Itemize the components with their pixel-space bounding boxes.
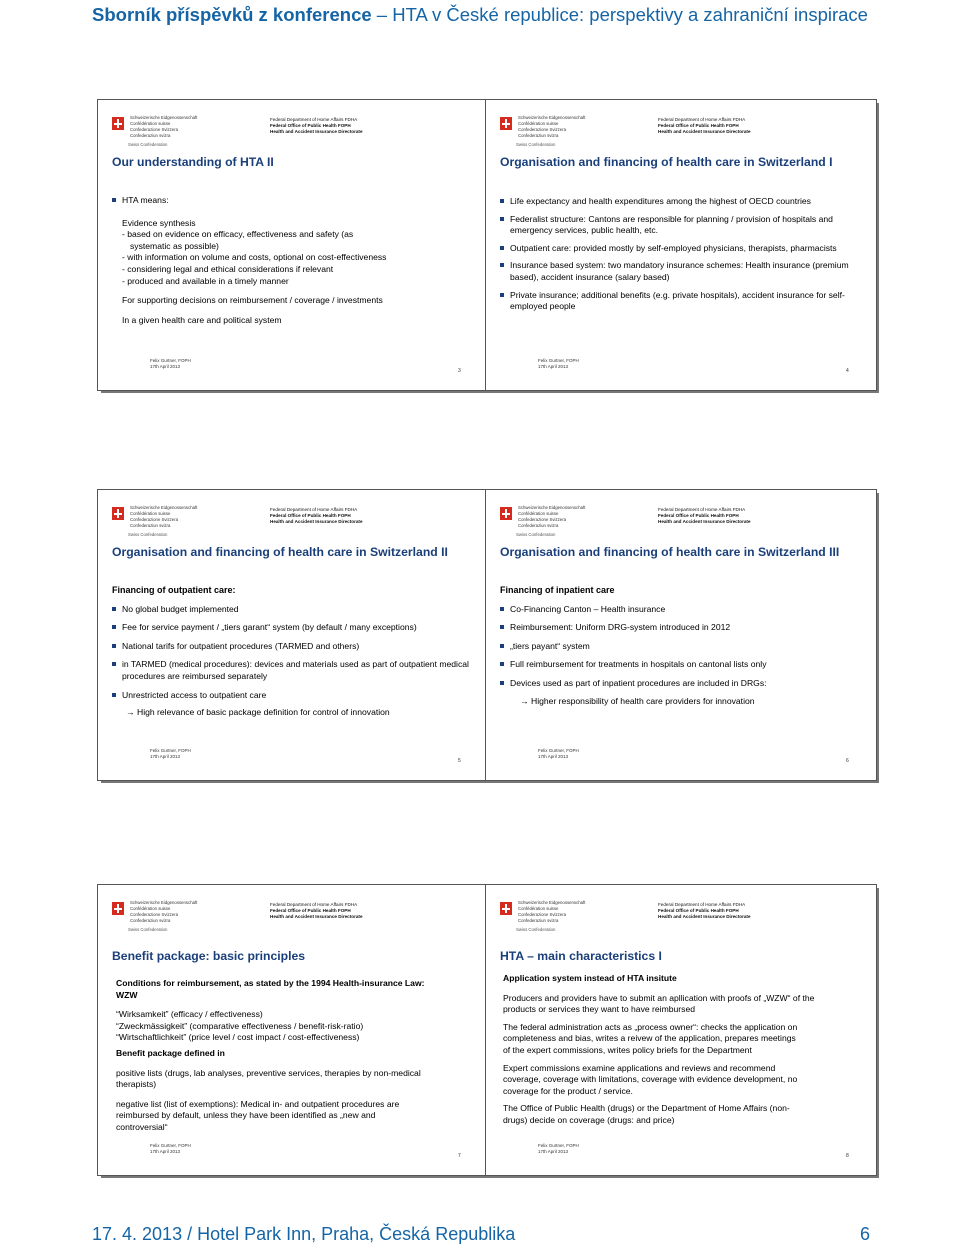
department-line: Federal Office of Public Health FOPH bbox=[270, 123, 351, 128]
bullet-icon bbox=[112, 625, 116, 629]
bullet-icon bbox=[500, 681, 504, 685]
slide-author: Felix Gurtner, FOPH bbox=[538, 748, 579, 753]
bullet-text: Federalist structure: Cantons are responsible for planning / provision of hospitals and emergency services, public health, etc. bbox=[510, 213, 833, 236]
slide-6 bbox=[486, 885, 876, 1175]
text-line: “Wirtschaftlichkeit” (price level / cost impact / cost-effectiveness) bbox=[116, 1032, 360, 1043]
confederation-logo bbox=[112, 900, 222, 934]
slide-title: HTA – main characteristics I bbox=[500, 949, 662, 963]
bullet-icon bbox=[500, 246, 504, 250]
swiss-confederation: Swiss Confederation bbox=[128, 142, 168, 147]
slide-number: 7 bbox=[458, 1153, 461, 1159]
swiss-flag-icon bbox=[112, 117, 124, 130]
slide-title: Our understanding of HTA II bbox=[112, 155, 274, 169]
department-line: Federal Department of Home Affairs FDHA bbox=[270, 902, 358, 907]
bullet-item bbox=[112, 659, 474, 682]
slide-3 bbox=[98, 490, 488, 780]
text-line: Application system instead of HTA insitute bbox=[503, 973, 677, 983]
bullet-text: Co-Financing Canton – Health insurance bbox=[510, 603, 666, 614]
slide-number: 4 bbox=[846, 368, 849, 374]
confederation-line: Confederaziun svizra bbox=[130, 918, 171, 923]
slide-body bbox=[112, 978, 474, 1134]
bullet-text: Life expectancy and health expenditures among the highest of OECD countries bbox=[510, 196, 811, 206]
department-line: Federal Office of Public Health FOPH bbox=[270, 513, 351, 518]
confederation-names bbox=[516, 900, 586, 932]
department-line: Health and Accident Insurance Directorate bbox=[270, 519, 363, 524]
bullet-icon bbox=[500, 263, 504, 267]
confederation-logo bbox=[112, 115, 222, 149]
slide-date: 17th April 2013 bbox=[538, 364, 569, 369]
department-line: Federal Department of Home Affairs FDHA bbox=[658, 902, 746, 907]
swiss-flag-icon bbox=[500, 507, 512, 520]
department-block bbox=[658, 902, 751, 920]
confederation-line: Confederaziun svizra bbox=[518, 523, 559, 528]
bullet-text: Insurance based system: two mandatory insurance schemes: Health insurance (premium based), accident insurance (salary based) bbox=[510, 260, 849, 282]
department-line: Health and Accident Insurance Directorate bbox=[658, 914, 751, 919]
text-line: Benefit package defined in bbox=[116, 1047, 225, 1058]
slide-author: Felix Gurtner, FOPH bbox=[538, 1143, 579, 1148]
slide-footer bbox=[150, 748, 191, 760]
text-line: - produced and available in a timely manner bbox=[122, 275, 289, 286]
bullet-text: Reimbursement: Uniform DRG-system introduced in 2012 bbox=[510, 622, 731, 633]
bullet-item bbox=[112, 604, 474, 616]
confederation-line: Confederaziun svizra bbox=[130, 523, 171, 528]
department-block bbox=[270, 902, 363, 920]
slide-author: Felix Gurtner, FOPH bbox=[538, 358, 579, 363]
bullet-text: Private insurance; additional benefits (e.g. private hospitals), accident insurance for self-employed people bbox=[510, 289, 845, 312]
slide-body bbox=[500, 196, 862, 313]
bullet-text: in TARMED (medical procedures): devices and materials used as part of outpatient medical procedures are reimbursed separately bbox=[122, 659, 469, 681]
department-line: Federal Department of Home Affairs FDHA bbox=[658, 507, 746, 512]
bullet-text: Full reimbursement for treatments in hospitals on cantonal lists only bbox=[510, 659, 767, 670]
slide-footer bbox=[150, 358, 191, 370]
slide-number: 8 bbox=[846, 1153, 849, 1159]
bullet-icon bbox=[500, 607, 504, 611]
slide-body bbox=[500, 585, 862, 707]
slide-4 bbox=[486, 490, 876, 780]
bullet-icon bbox=[112, 198, 116, 202]
confederation-logo bbox=[500, 505, 610, 539]
bullet-item bbox=[500, 641, 862, 653]
bullet-icon bbox=[112, 644, 116, 648]
text-line: - based on evidence on efficacy, effectiveness and safety (as bbox=[122, 229, 354, 240]
bullet-icon bbox=[500, 217, 504, 221]
bullet-item bbox=[500, 678, 862, 690]
swiss-confederation: Swiss Confederation bbox=[128, 532, 168, 537]
department-line: Federal Office of Public Health FOPH bbox=[658, 908, 739, 913]
swiss-confederation: Swiss Confederation bbox=[516, 532, 556, 537]
confederation-line: Schweizerische Eidgenossenschaft bbox=[518, 115, 586, 120]
slide-number: 6 bbox=[846, 758, 849, 764]
bullet-item bbox=[112, 690, 474, 702]
department-block bbox=[270, 507, 363, 525]
slide-title: Organisation and financing of health care in Switzerland II bbox=[112, 545, 448, 559]
swiss-confederation: Swiss Confederation bbox=[516, 142, 556, 147]
department-line: Federal Office of Public Health FOPH bbox=[658, 123, 739, 128]
text-line: Expert commissions examine applications and reviews and recommend coverage, coverage with limitations, coverage with evidence development, no coverage for the product / service. bbox=[503, 1062, 798, 1096]
arrow-icon: → bbox=[520, 695, 531, 706]
department-line: Health and Accident Insurance Directorate bbox=[270, 914, 363, 919]
text-line: For supporting decisions on reimbursement / coverage / investments bbox=[122, 295, 383, 306]
department-line: Federal Department of Home Affairs FDHA bbox=[270, 117, 358, 122]
bullet-icon bbox=[500, 199, 504, 203]
text-line: The federal administration acts as „process owner“: checks the application on completeness and bias, writes a reivew of the application, prepares meetings of the expert commissions, writes policy briefs for the Department bbox=[503, 1021, 798, 1055]
text-line: systematic as possible) bbox=[130, 240, 219, 251]
document-footer: 17. 4. 2013 / Hotel Park Inn, Praha, Česká Republika bbox=[92, 1224, 516, 1244]
slide-number: 5 bbox=[458, 758, 461, 764]
confederation-line: Confederazione Svizzera bbox=[130, 517, 179, 522]
confederation-line: Confédération suisse bbox=[518, 906, 559, 911]
bullet-icon bbox=[112, 662, 116, 666]
header-dash: – bbox=[376, 4, 393, 25]
department-block bbox=[658, 507, 751, 525]
confederation-logo bbox=[112, 505, 222, 539]
slide-body bbox=[500, 973, 862, 1127]
bullet-item bbox=[500, 622, 862, 634]
swiss-flag-icon bbox=[112, 507, 124, 520]
confederation-line: Confederazione Svizzera bbox=[518, 912, 567, 917]
confederation-names bbox=[516, 115, 586, 147]
text-line: “Zweckmässigkeit” (comparative effectiveness / benefit-risk-ratio) bbox=[116, 1020, 364, 1031]
confederation-line: Confederaziun svizra bbox=[518, 918, 559, 923]
department-line: Health and Accident Insurance Directorate bbox=[270, 129, 363, 134]
confederation-line: Schweizerische Eidgenossenschaft bbox=[130, 900, 198, 905]
text-line: In a given health care and political system bbox=[122, 314, 282, 325]
bullet-item bbox=[112, 641, 474, 653]
confederation-line: Confederazione Svizzera bbox=[130, 912, 179, 917]
department-line: Health and Accident Insurance Directorate bbox=[658, 129, 751, 134]
slide-author: Felix Gurtner, FOPH bbox=[150, 748, 191, 753]
bullet-text: Outpatient care: provided mostly by self-employed physicians, therapists, pharmacists bbox=[510, 242, 837, 253]
arrow-text: High relevance of basic package definition for control of innovation bbox=[136, 707, 390, 718]
bullet-icon bbox=[500, 293, 504, 297]
slide-footer bbox=[538, 358, 579, 370]
bullet-text: HTA means: bbox=[122, 195, 169, 205]
swiss-confederation: Swiss Confederation bbox=[128, 927, 168, 932]
swiss-confederation: Swiss Confederation bbox=[516, 927, 556, 932]
bullet-text: Devices used as part of inpatient procedures are included in DRGs: bbox=[510, 677, 767, 688]
text-line: - considering legal and ethical considerations if relevant bbox=[122, 263, 334, 274]
slide-date: 17th April 2013 bbox=[150, 1149, 181, 1154]
bullet-text: No global budget implemented bbox=[122, 603, 239, 614]
department-block bbox=[270, 117, 363, 135]
confederation-line: Confederazione Svizzera bbox=[518, 517, 567, 522]
department-line: Federal Office of Public Health FOPH bbox=[658, 513, 739, 518]
slide-footer bbox=[538, 748, 579, 760]
bullet-item bbox=[500, 290, 862, 313]
slide-footer bbox=[538, 1143, 579, 1155]
header-suffix: HTA v České republice: perspektivy a zahraniční inspirace bbox=[392, 4, 868, 25]
arrow-icon: → bbox=[126, 707, 137, 718]
arrow-item bbox=[126, 707, 474, 719]
text-line: Evidence synthesis bbox=[122, 217, 196, 228]
confederation-logo bbox=[500, 900, 610, 934]
arrow-text: Higher responsibility of health care providers for innovation bbox=[530, 695, 755, 706]
bullet-item bbox=[500, 243, 862, 255]
slide-subheading: Financing of outpatient care: bbox=[112, 585, 236, 595]
confederation-names bbox=[128, 115, 198, 147]
bullet-item bbox=[500, 659, 862, 671]
department-line: Federal Department of Home Affairs FDHA bbox=[270, 507, 358, 512]
header-prefix: Sborník příspěvků z konference bbox=[92, 4, 372, 25]
confederation-line: Confederaziun svizra bbox=[518, 133, 559, 138]
bullet-item bbox=[112, 195, 474, 207]
bullet-icon bbox=[500, 625, 504, 629]
arrow-item bbox=[520, 696, 862, 708]
text-line: Conditions for reimbursement, as stated by the 1994 Health-insurance Law: WZW bbox=[116, 978, 425, 1000]
confederation-line: Confédération suisse bbox=[130, 121, 171, 126]
swiss-flag-icon bbox=[500, 117, 512, 130]
bullet-item bbox=[500, 214, 862, 237]
slide-body bbox=[112, 195, 474, 326]
bullet-text: National tarifs for outpatient procedures (TARMED and others) bbox=[122, 640, 360, 651]
department-line: Federal Department of Home Affairs FDHA bbox=[658, 117, 746, 122]
text-line: negative list (list of exemptions): Medical in- and outpatient procedures are reimbursed by default, unless they have been identified as „new and controversial“ bbox=[116, 1098, 400, 1132]
confederation-line: Confédération suisse bbox=[130, 511, 171, 516]
confederation-logo bbox=[500, 115, 610, 149]
slide-date: 17th April 2013 bbox=[150, 364, 181, 369]
confederation-line: Schweizerische Eidgenossenschaft bbox=[130, 505, 198, 510]
department-block bbox=[658, 117, 751, 135]
confederation-line: Confédération suisse bbox=[130, 906, 171, 911]
confederation-line: Schweizerische Eidgenossenschaft bbox=[130, 115, 198, 120]
department-line: Federal Office of Public Health FOPH bbox=[270, 908, 351, 913]
swiss-flag-icon bbox=[500, 902, 512, 915]
slide-date: 17th April 2013 bbox=[150, 754, 181, 759]
bullet-icon bbox=[112, 693, 116, 697]
slide-footer bbox=[150, 1143, 191, 1155]
slide-title: Organisation and financing of health care in Switzerland I bbox=[500, 155, 833, 169]
text-line: “Wirksamkeit” (efficacy / effectiveness) bbox=[116, 1009, 263, 1020]
slide-author: Felix Gurtner, FOPH bbox=[150, 358, 191, 363]
slide-2 bbox=[486, 100, 876, 390]
confederation-line: Schweizerische Eidgenossenschaft bbox=[518, 900, 586, 905]
bullet-item bbox=[500, 196, 862, 208]
slide-number: 3 bbox=[458, 368, 461, 374]
bullet-icon bbox=[500, 644, 504, 648]
slide-title: Organisation and financing of health care in Switzerland III bbox=[500, 545, 840, 559]
slide-subheading: Financing of inpatient care bbox=[500, 585, 615, 595]
confederation-line: Schweizerische Eidgenossenschaft bbox=[518, 505, 586, 510]
slide-date: 17th April 2013 bbox=[538, 1149, 569, 1154]
confederation-line: Confédération suisse bbox=[518, 121, 559, 126]
confederation-line: Confederazione Svizzera bbox=[518, 127, 567, 132]
bullet-icon bbox=[500, 662, 504, 666]
bullet-icon bbox=[112, 607, 116, 611]
confederation-names bbox=[128, 900, 198, 932]
text-line: positive lists (drugs, lab analyses, preventive services, therapies by non-medical therapists) bbox=[116, 1067, 421, 1090]
confederation-names bbox=[516, 505, 586, 537]
slide-title: Benefit package: basic principles bbox=[112, 949, 306, 963]
bullet-item bbox=[500, 260, 862, 283]
bullet-text: Unrestricted access to outpatient care bbox=[122, 689, 267, 700]
confederation-names bbox=[128, 505, 198, 537]
confederation-line: Confédération suisse bbox=[518, 511, 559, 516]
bullet-text: „tiers payant“ system bbox=[510, 640, 590, 651]
department-line: Health and Accident Insurance Directorate bbox=[658, 519, 751, 524]
slide-1 bbox=[98, 100, 488, 390]
swiss-flag-icon bbox=[112, 902, 124, 915]
slide-5 bbox=[98, 885, 488, 1175]
page-number: 6 bbox=[860, 1224, 871, 1244]
document-header bbox=[92, 4, 868, 26]
slide-author: Felix Gurtner, FOPH bbox=[150, 1143, 191, 1148]
bullet-text: Fee for service payment / „tiers garant“ system (by default / many exceptions) bbox=[122, 622, 417, 633]
slide-date: 17th April 2013 bbox=[538, 754, 569, 759]
text-line: Producers and providers have to submit an apllication with proofs of „WZW“ of the products or services they want to have reimbursed bbox=[503, 992, 815, 1015]
confederation-line: Confederaziun svizra bbox=[130, 133, 171, 138]
confederation-line: Confederazione Svizzera bbox=[130, 127, 179, 132]
bullet-item bbox=[500, 604, 862, 616]
text-line: The Office of Public Health (drugs) or the Department of Home Affairs (non-drugs) decide on coverage (drugs: and price) bbox=[503, 1103, 790, 1125]
slide-body bbox=[112, 585, 474, 719]
text-line: - with information on volume and costs, optional on cost-effectiveness bbox=[122, 252, 387, 263]
bullet-item bbox=[112, 622, 474, 634]
